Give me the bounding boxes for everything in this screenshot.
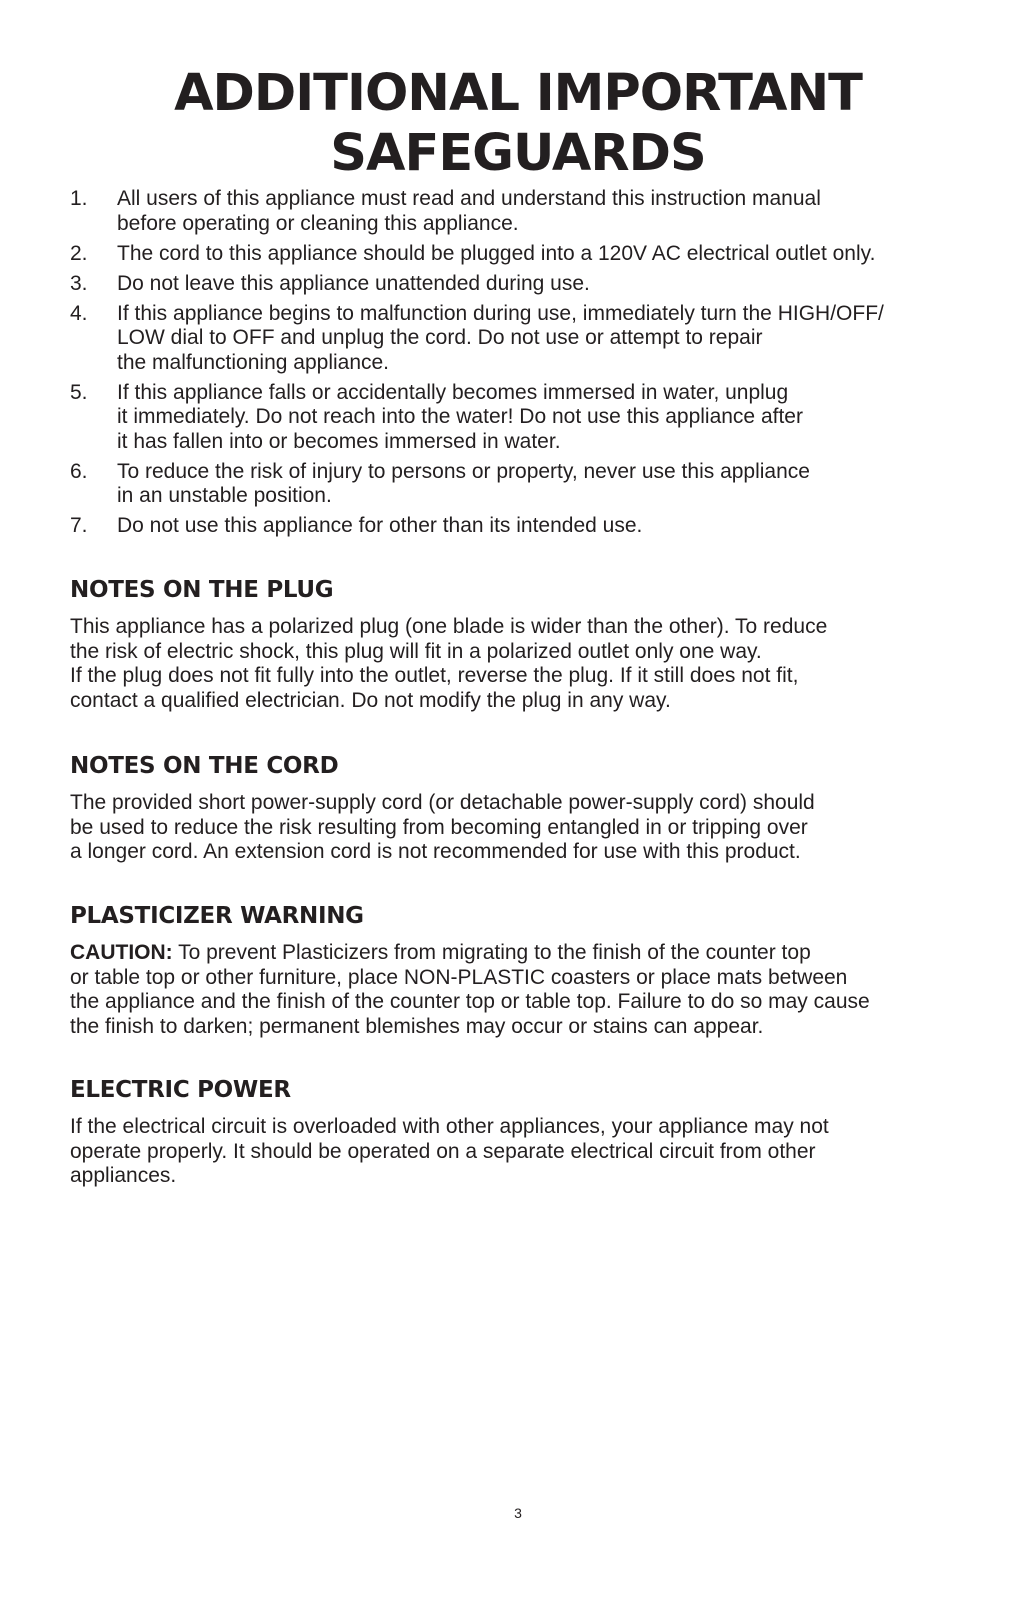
cord-notes-section [70,751,970,865]
page-title-line-1: ADDITIONAL IMPORTANT [174,64,862,123]
page-title-line-2: SAFEGUARDS [330,124,706,183]
plasticizer-warning-heading: PLASTICIZER WARNING [70,903,364,929]
safeguards-list [70,187,970,544]
cord-notes-heading: NOTES ON THE CORD [70,753,339,779]
list-item-text: The cord to this appliance should be plugged into a 120V AC electrical outlet only. [117,241,876,265]
list-item [70,187,970,236]
electric-power-section [70,1075,970,1189]
list-item-text: Do not use this appliance for other than its intended use. [117,514,643,537]
caution-label: CAUTION: [70,941,173,964]
list-item-number: 7. [70,514,88,537]
list-item-number: 1. [70,187,88,210]
list-item [70,381,970,455]
list-item [70,460,970,509]
plug-notes-heading: NOTES ON THE PLUG [70,577,334,603]
list-item-number: 6. [70,459,88,483]
list-item [70,514,970,539]
caution-text: To prevent Plasticizers from migrating to the finish of the counter top or table top or other furniture, place NON-PLASTIC coasters or place mats between the appliance and the finish of the counter top or table top. Failure to do so may cause the finish to darken; permanent blemishes may occur or stains can appear. [70,941,870,1038]
list-item-number: 2. [70,241,88,265]
list-item-number: 4. [70,301,88,325]
page-number: 3 [514,1505,522,1521]
list-item [70,242,970,267]
electric-power-heading: ELECTRIC POWER [70,1077,291,1103]
list-item-text: To reduce the risk of injury to persons or property, never use this appliance in an unstable position. [117,459,810,507]
plasticizer-warning-text [70,941,970,1039]
list-item [70,272,970,297]
list-item-text: If this appliance begins to malfunction during use, immediately turn the HIGH/OFF/ LOW dial to OFF and unplug the cord. Do not use or attempt to repair the malfunctioning appliance. [117,301,884,374]
electric-power-text: If the electrical circuit is overloaded with other appliances, your appliance may not operate properly. It should be operated on a separate electrical circuit from other appliances. [70,1115,829,1187]
list-item-text: All users of this appliance must read and understand this instruction manual before operating or cleaning this appliance. [117,187,821,235]
list-item [70,302,970,376]
plug-notes-section [70,575,970,713]
list-item-number: 5. [70,380,88,404]
plug-notes-text: This appliance has a polarized plug (one blade is wider than the other). To reduce the risk of electric shock, this plug will fit in a polarized outlet only one way. If the plug does not fit fully into the outlet, reverse the plug. If it still does not fit, contact a qualified electrician. Do not modify the plug in any way. [70,615,828,712]
plasticizer-warning-section [70,901,970,1039]
page-title [0,64,1036,184]
list-item-number: 3. [70,271,88,295]
list-item-text: If this appliance falls or accidentally becomes immersed in water, unplug it immediately. Do not reach into the water! Do not use this appliance after it has fallen into or becomes immersed in water. [117,380,803,453]
list-item-text: Do not leave this appliance unattended during use. [117,271,590,295]
cord-notes-text: The provided short power-supply cord (or detachable power-supply cord) should be used to reduce the risk resulting from becoming entangled in or tripping over a longer cord. An extension cord is not recommended for use with this product. [70,791,815,863]
